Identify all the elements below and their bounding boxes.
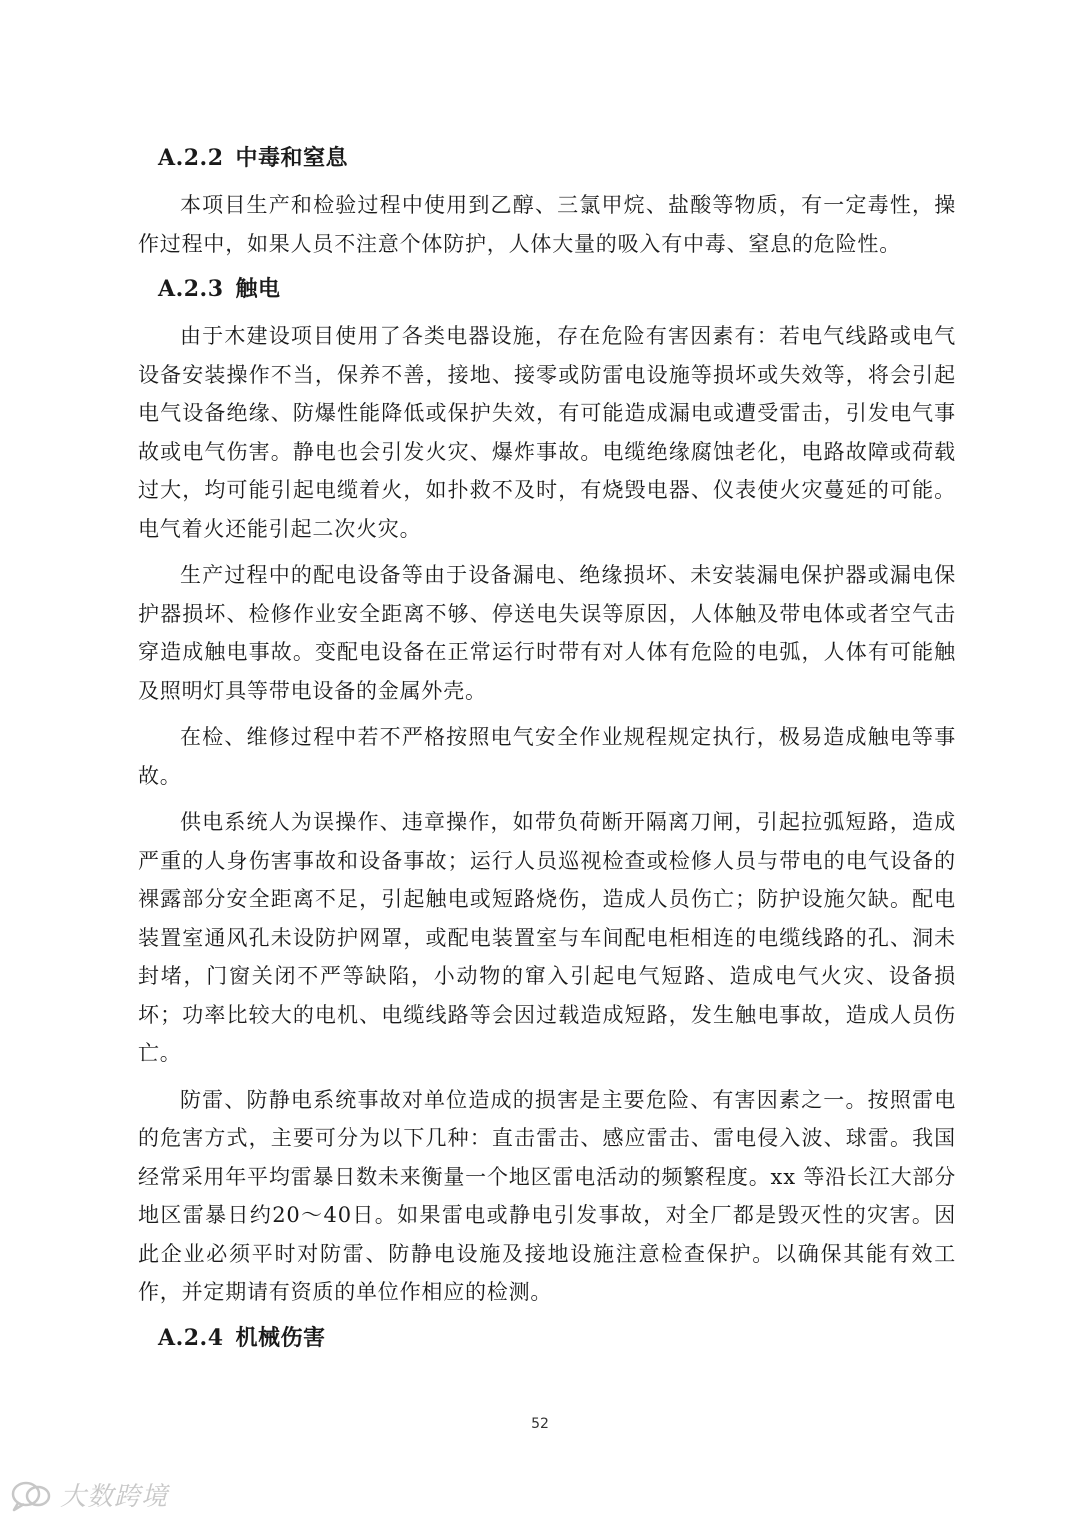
- section-title: 中毒和窒息: [235, 145, 349, 171]
- section-number: A.2.3: [158, 276, 224, 302]
- paragraph: 本项目生产和检验过程中使用到乙醇、三氯甲烷、盐酸等物质，有一定毒性，操作过程中，如果人员不注意个体防护，人体大量的吸入有中毒、窒息的危险性。: [138, 193, 956, 256]
- section-number: A.2.4: [158, 1324, 224, 1351]
- watermark-text: 大数跨境: [60, 1482, 169, 1512]
- watermark: [10, 1476, 168, 1513]
- paragraph: 防雷、防静电系统事故对单位造成的损害是主要危险、有害因素之一。按照雷电的危害方式，主要可分为以下几种：直击雷击、感应雷击、雷电侵入波、球雷。我国经常采用年平均雷暴日数未来衡量一个地区雷电活动的频繁程度。xx 等沿长江大部分地区雷暴日约20～40日。如果雷电或静电引发事故，对全厂都是毁灭性的灾害。因此企业必须平时对防雷、防静电设施及接地设施注意检查保护。以确保其能有效工作，并定期请有资质的单位作相应的检测。: [138, 1087, 956, 1304]
- section-title: 触电: [235, 276, 281, 302]
- chat-bubble-logo-icon: [10, 1478, 54, 1512]
- page-content: [138, 140, 956, 1366]
- paragraph: 供电系统人为误操作、违章操作，如带负荷断开隔离刀闸，引起拉弧短路，造成严重的人身伤害事故和设备事故；运行人员巡视检查或检修人员与带电的电气设备的裸露部分安全距离不足，引起触电或短路烧伤，造成人员伤亡；防护设施欠缺。配电装置室通风孔未设防护网罩，或配电装置室与车间配电柜相连的电缆线路的孔、洞未封堵，门窗关闭不严等缺陷，小动物的窜入引起电气短路、造成电气火灾、设备损坏；功率比较大的电机、电缆线路等会因过载造成短路，发生触电事故，造成人员伤亡。: [138, 810, 956, 1065]
- section-title: 机械伤害: [235, 1324, 326, 1351]
- section-heading-a-2-4: [138, 1320, 956, 1356]
- paragraph: 生产过程中的配电设备等由于设备漏电、绝缘损坏、未安装漏电保护器或漏电保护器损坏、检修作业安全距离不够、停送电失误等原因，人体触及带电体或者空气击穿造成触电事故。变配电设备在正常运行时带有对人体有危险的电弧，人体有可能触及照明灯具等带电设备的金属外壳。: [138, 563, 956, 703]
- section-heading-a-2-2: [138, 140, 956, 176]
- paragraph: 在检、维修过程中若不严格按照电气安全作业规程规定执行，极易造成触电等事故。: [138, 725, 956, 788]
- page-number: 52: [531, 1416, 549, 1432]
- section-heading-a-2-3: [138, 271, 956, 307]
- paragraph: 由于木建设项目使用了各类电器设施，存在危险有害因素有：若电气线路或电气设备安装操作不当，保养不善，接地、接零或防雷电设施等损坏或失效等，将会引起电气设备绝缘、防爆性能降低或保护失效，有可能造成漏电或遭受雷击，引发电气事故或电气伤害。静电也会引发火灾、爆炸事故。电缆绝缘腐蚀老化，电路故障或荷载过大，均可能引起电缆着火，如扑救不及时，有烧毁电器、仪表使火灾蔓延的可能。电气着火还能引起二次火灾。: [138, 324, 956, 541]
- section-number: A.2.2: [158, 145, 224, 171]
